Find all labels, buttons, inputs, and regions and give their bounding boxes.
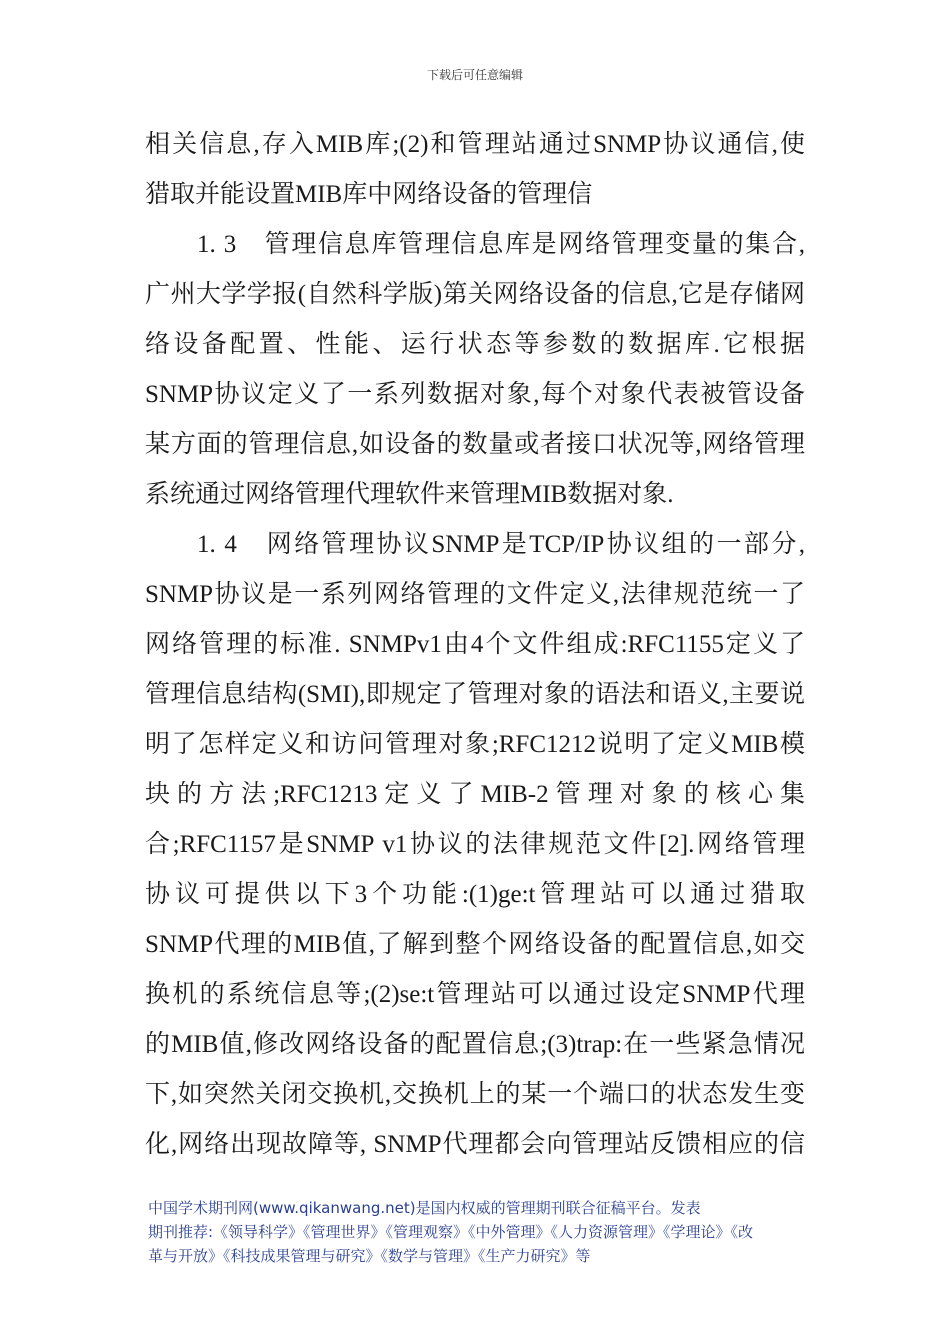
body-line: 系统通过网络管理代理软件来管理MIB数据对象. [145,481,674,508]
body-line: 猎取并能设置MIB库中网络设备的管理信 [145,181,593,208]
body-line: 管理信息结构(SMI),即规定了管理对象的语法和语义,主要说 [145,681,805,708]
body-line: 块的方法;RFC1213定义了MIB-2管理对象的核心集 [145,781,805,808]
page-header-note: 下载后可任意编辑 [426,68,523,82]
footer-line: 期刊推荐:《领导科学》《管理世界》《管理观察》《中外管理》《人力资源管理》《学理论》《改 [148,1223,754,1241]
body-line: 合;RFC1157是SNMP v1协议的法律规范文件[2].网络管理 [145,831,805,858]
section-heading-1-3: 1. 3 管理信息库管理信息库是网络管理变量的集合, [197,231,805,258]
body-line: 明了怎样定义和访问管理对象;RFC1212说明了定义MIB模 [145,731,805,758]
footer-line: 革与开放》《科技成果管理与研究》《数学与管理》《生产力研究》等 [148,1247,591,1265]
body-line: 下,如突然关闭交换机,交换机上的某一个端口的状态发生变 [145,1081,805,1108]
body-line: 的MIB值,修改网络设备的配置信息;(3)trap:在一些紧急情况 [145,1031,805,1058]
body-line: 络设备配置、性能、运行状态等参数的数据库.它根据 [145,331,805,358]
footer-line: 中国学术期刊网(www.qikanwang.net)是国内权威的管理期刊联合征稿平台。发表 [148,1199,701,1217]
body-line: SNMP协议定义了一系列数据对象,每个对象代表被管设备 [145,381,805,408]
body-line: 某方面的管理信息,如设备的数量或者接口状况等,网络管理 [145,431,805,458]
body-line: SNMP协议是一系列网络管理的文件定义,法律规范统一了 [145,581,805,608]
body-line: 广州大学学报(自然科学版)第关网络设备的信息,它是存储网 [145,281,805,308]
footer-advertisement [148,1196,818,1268]
body-line: 网络管理的标准. SNMPv1由4个文件组成:RFC1155定义了 [145,631,805,658]
document-body [145,120,805,1170]
body-line: SNMP代理的MIB值,了解到整个网络设备的配置信息,如交 [145,931,805,958]
body-line: 化,网络出现故障等, SNMP代理都会向管理站反馈相应的信 [145,1131,805,1158]
body-line: 相关信息,存入MIB库;(2)和管理站通过SNMP协议通信,使 [145,131,805,158]
body-line: 协议可提供以下3个功能:(1)ge:t管理站可以通过猎取 [145,881,805,908]
body-line: 换机的系统信息等;(2)se:t管理站可以通过设定SNMP代理 [145,981,805,1008]
section-heading-1-4: 1. 4 网络管理协议SNMP是TCP/IP协议组的一部分, [197,531,805,558]
